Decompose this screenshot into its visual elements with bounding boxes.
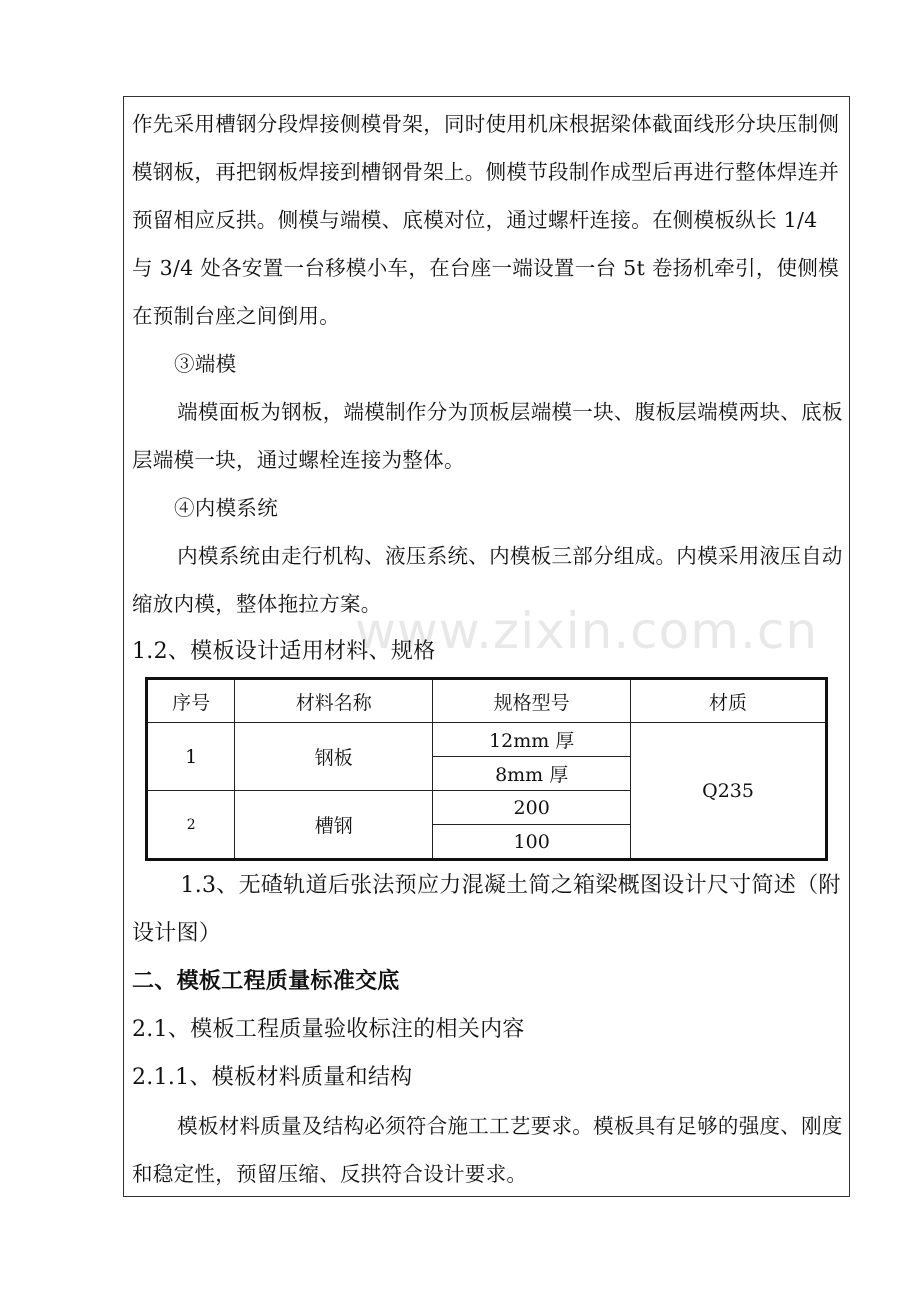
header-name: 材料名称 <box>235 679 433 723</box>
row-no: 2 <box>147 791 235 860</box>
paragraph-inner-mold: 内模系统由走行机构、液压系统、内模板三部分组成。内模采用液压自动缩放内模，整体拖拉方案。 <box>132 544 843 616</box>
paragraph-end-mold: 端模面板为钢板，端模制作分为顶板层端模一块、腹板层端模两块、底板层端模一块，通过螺栓连接为整体。 <box>132 400 843 472</box>
table-row <box>147 723 827 757</box>
row-spec: 8mm 厚 <box>433 757 631 791</box>
section-1-2-title: 1.2、模板设计适用材料、规格 <box>132 639 436 664</box>
header-no: 序号 <box>147 679 235 723</box>
materials-table <box>145 677 828 861</box>
paragraph-material-quality: 模板材料质量及结构必须符合施工工艺要求。模板具有足够的强度、刚度和稳定性，预留压缩、反拱符合设计要求。 <box>132 1114 843 1186</box>
heading-end-mold: ③端模 <box>174 352 237 376</box>
section-2-1-1-title: 2.1.1、模板材料质量和结构 <box>132 1065 413 1090</box>
row-spec: 12mm 厚 <box>433 723 631 757</box>
document-body-lower <box>132 862 844 1198</box>
material-value: Q235 <box>631 723 827 860</box>
row-name: 槽钢 <box>235 791 433 860</box>
header-spec: 规格型号 <box>433 679 631 723</box>
watermark: www.zixin.com.cn <box>355 602 819 660</box>
document-body <box>132 100 844 676</box>
row-no: 1 <box>147 723 235 791</box>
row-spec: 100 <box>433 825 631 860</box>
row-name: 钢板 <box>235 723 433 791</box>
paragraph-side-mold: 作先采用槽钢分段焊接侧模骨架，同时使用机床根据梁体截面线形分块压制侧模钢板，再把钢板焊接到槽钢骨架上。侧模节段制作成型后再进行整体焊连并预留相应反拱。侧模与端模、底模对位，通过螺杆连接。在侧模板纵长 1/4 与 3/4 处各安置一台移模小车，在台座一端设置一台 5t 卷扬机牵引，使侧模在预制台座之间倒用。 <box>132 112 840 328</box>
section-1-3-title: 1.3、无碴轨道后张法预应力混凝土简之箱梁概图设计尺寸简述（附设计图） <box>132 873 841 946</box>
chapter-2-title: 二、模板工程质量标准交底 <box>132 969 400 994</box>
heading-inner-mold: ④内模系统 <box>174 496 278 520</box>
row-spec: 200 <box>433 791 631 825</box>
section-2-1-title: 2.1、模板工程质量验收标注的相关内容 <box>132 1017 525 1042</box>
header-material: 材质 <box>631 679 827 723</box>
table-header-row <box>147 679 827 723</box>
